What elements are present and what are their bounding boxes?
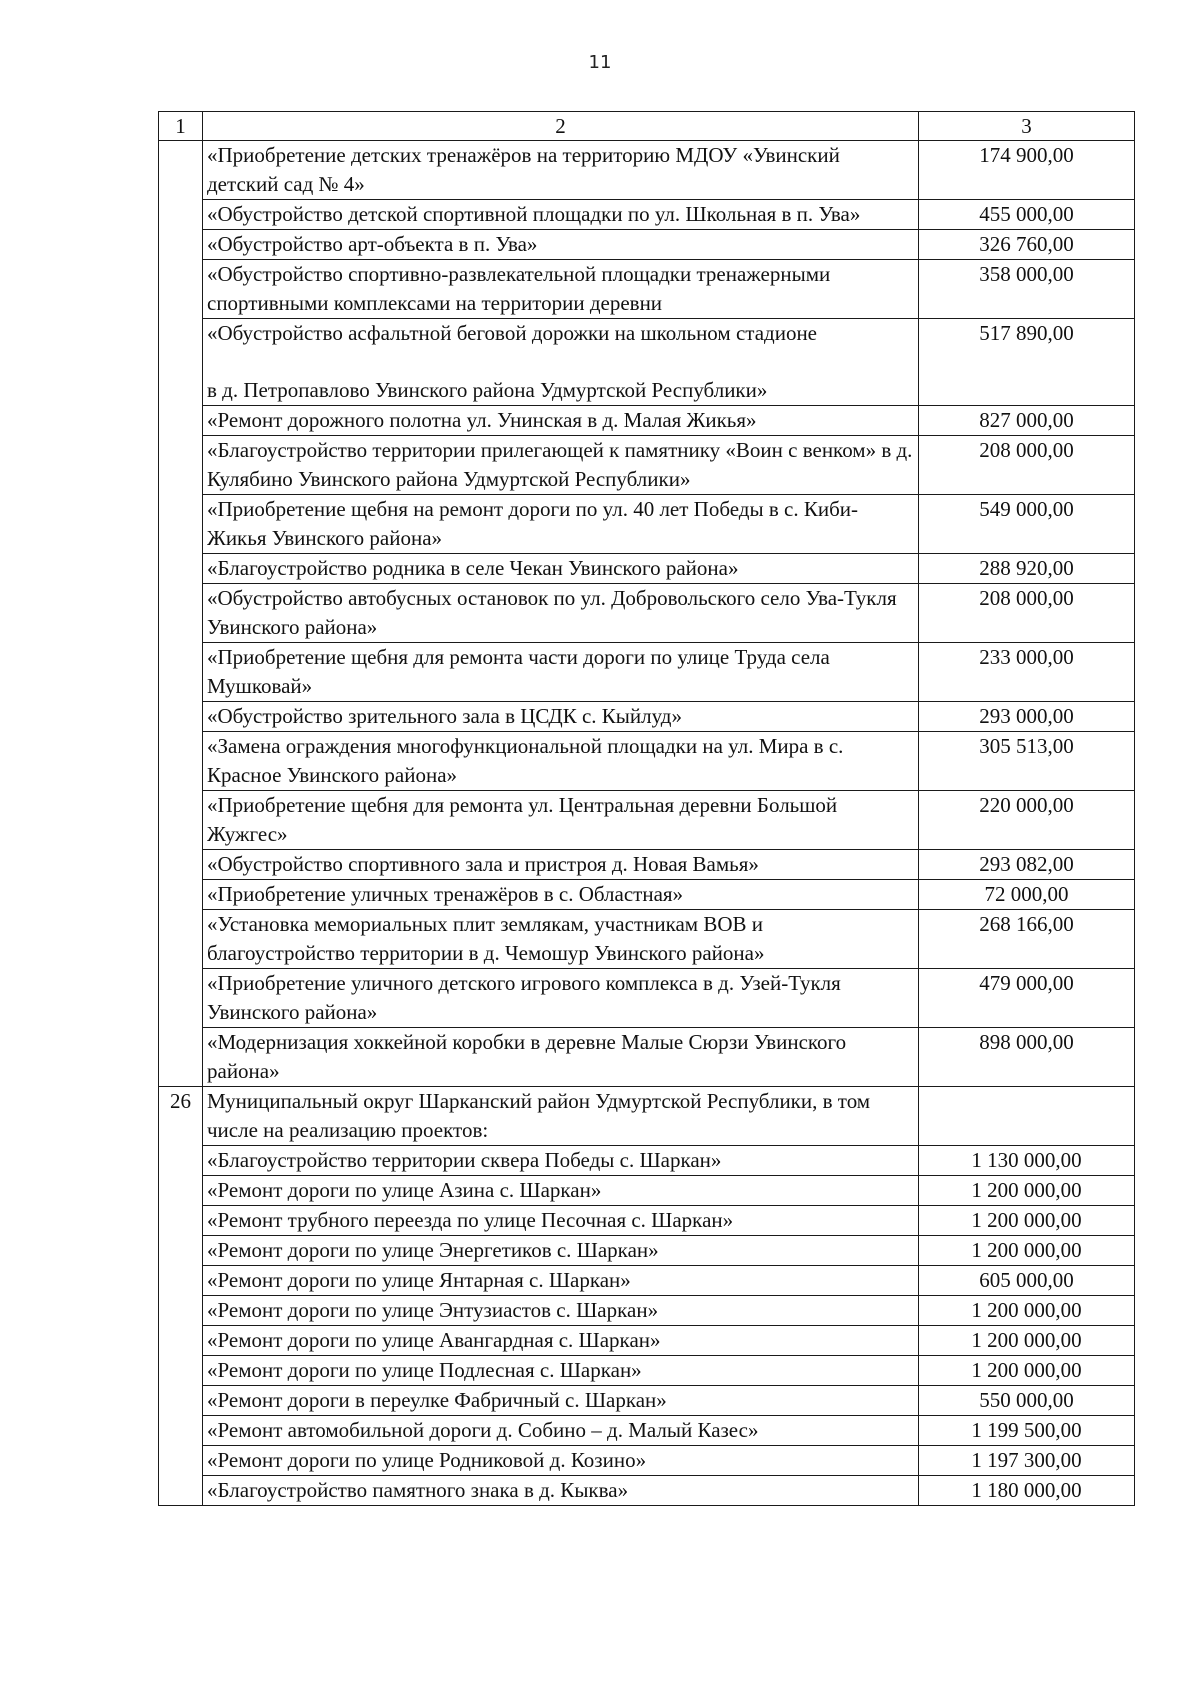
project-name: «Обустройство спортивного зала и пристроя д. Новая Вамья» bbox=[203, 850, 919, 880]
table-row bbox=[159, 1176, 1135, 1206]
budget-table bbox=[158, 111, 1135, 1506]
project-name: «Благоустройство родника в селе Чекан Увинского района» bbox=[203, 554, 919, 584]
project-amount: 549 000,00 bbox=[919, 495, 1135, 554]
project-name: «Ремонт дороги в переулке Фабричный с. Шаркан» bbox=[203, 1386, 919, 1416]
table-row bbox=[159, 1206, 1135, 1236]
table-row bbox=[159, 1326, 1135, 1356]
header-col-2: 2 bbox=[203, 112, 919, 141]
project-name: «Приобретение щебня на ремонт дороги по ул. 40 лет Победы в с. Киби-Жикья Увинского района» bbox=[203, 495, 919, 554]
project-name: «Ремонт трубного переезда по улице Песочная с. Шаркан» bbox=[203, 1206, 919, 1236]
project-name: «Приобретение уличных тренажёров в с. Областная» bbox=[203, 880, 919, 910]
project-name: «Ремонт дорожного полотна ул. Унинская в д. Малая Жикья» bbox=[203, 406, 919, 436]
page-number: 11 bbox=[588, 52, 612, 73]
project-amount: 293 082,00 bbox=[919, 850, 1135, 880]
project-name: «Обустройство детской спортивной площадки по ул. Школьная в п. Ува» bbox=[203, 200, 919, 230]
table-row bbox=[159, 732, 1135, 791]
project-name: «Установка мемориальных плит землякам, участникам ВОВ и благоустройство территории в д. Чемошур Увинского района» bbox=[203, 910, 919, 969]
table-row bbox=[159, 791, 1135, 850]
project-amount: 305 513,00 bbox=[919, 732, 1135, 791]
project-name: «Ремонт дороги по улице Энтузиастов с. Шаркан» bbox=[203, 1296, 919, 1326]
project-name: «Ремонт дороги по улице Авангардная с. Шаркан» bbox=[203, 1326, 919, 1356]
header-col-3: 3 bbox=[919, 112, 1135, 141]
project-name: «Приобретение щебня для ремонта части дороги по улице Труда села Мушковай» bbox=[203, 643, 919, 702]
project-amount: 208 000,00 bbox=[919, 584, 1135, 643]
project-amount: 288 920,00 bbox=[919, 554, 1135, 584]
project-name: «Обустройство спортивно-развлекательной площадки тренажерными спортивными комплексами на территории деревни bbox=[203, 260, 919, 319]
table-row bbox=[159, 141, 1135, 200]
group-1-number-cell bbox=[159, 141, 203, 1087]
table-row bbox=[159, 969, 1135, 1028]
table-row bbox=[159, 584, 1135, 643]
table-row bbox=[159, 850, 1135, 880]
table-row bbox=[159, 643, 1135, 702]
group-title-amount bbox=[919, 1087, 1135, 1146]
table-row bbox=[159, 200, 1135, 230]
table-row bbox=[159, 436, 1135, 495]
table-row bbox=[159, 1416, 1135, 1446]
project-amount: 268 166,00 bbox=[919, 910, 1135, 969]
project-name: «Ремонт автомобильной дороги д. Собино – д. Малый Казес» bbox=[203, 1416, 919, 1446]
project-name: «Ремонт дороги по улице Подлесная с. Шаркан» bbox=[203, 1356, 919, 1386]
table-row bbox=[159, 406, 1135, 436]
project-name: «Ремонт дороги по улице Янтарная с. Шаркан» bbox=[203, 1266, 919, 1296]
project-name: «Ремонт дороги по улице Азина с. Шаркан» bbox=[203, 1176, 919, 1206]
project-name: «Ремонт дороги по улице Родниковой д. Козино» bbox=[203, 1446, 919, 1476]
project-name: «Благоустройство памятного знака в д. Кыква» bbox=[203, 1476, 919, 1506]
table-row bbox=[159, 1236, 1135, 1266]
table-row bbox=[159, 1386, 1135, 1416]
project-amount: 1 200 000,00 bbox=[919, 1236, 1135, 1266]
table-row bbox=[159, 1446, 1135, 1476]
project-amount: 1 200 000,00 bbox=[919, 1296, 1135, 1326]
table-row bbox=[159, 319, 1135, 406]
table-row bbox=[159, 880, 1135, 910]
header-col-1: 1 bbox=[159, 112, 203, 141]
table-row bbox=[159, 495, 1135, 554]
project-amount: 605 000,00 bbox=[919, 1266, 1135, 1296]
project-amount: 1 200 000,00 bbox=[919, 1176, 1135, 1206]
project-amount: 233 000,00 bbox=[919, 643, 1135, 702]
project-name: «Модернизация хоккейной коробки в деревне Малые Сюрзи Увинского района» bbox=[203, 1028, 919, 1087]
project-amount: 1 200 000,00 bbox=[919, 1356, 1135, 1386]
project-name: «Обустройство арт-объекта в п. Ува» bbox=[203, 230, 919, 260]
table-row bbox=[159, 910, 1135, 969]
table-row bbox=[159, 230, 1135, 260]
table-row bbox=[159, 260, 1135, 319]
table-row bbox=[159, 1266, 1135, 1296]
table-row bbox=[159, 1146, 1135, 1176]
table-row bbox=[159, 554, 1135, 584]
project-amount: 898 000,00 bbox=[919, 1028, 1135, 1087]
project-name: «Замена ограждения многофункциональной площадки на ул. Мира в с. Красное Увинского района» bbox=[203, 732, 919, 791]
project-amount: 1 197 300,00 bbox=[919, 1446, 1135, 1476]
table-row bbox=[159, 702, 1135, 732]
project-amount: 174 900,00 bbox=[919, 141, 1135, 200]
project-amount: 479 000,00 bbox=[919, 969, 1135, 1028]
project-amount: 358 000,00 bbox=[919, 260, 1135, 319]
project-name: «Благоустройство территории прилегающей к памятнику «Воин с венком» в д. Кулябино Увинского района Удмуртской Республики» bbox=[203, 436, 919, 495]
project-amount: 293 000,00 bbox=[919, 702, 1135, 732]
project-amount: 326 760,00 bbox=[919, 230, 1135, 260]
group-title-row bbox=[159, 1087, 1135, 1146]
project-amount: 517 890,00 bbox=[919, 319, 1135, 406]
project-name: «Благоустройство территории сквера Победы с. Шаркан» bbox=[203, 1146, 919, 1176]
project-amount: 550 000,00 bbox=[919, 1386, 1135, 1416]
table-header-row bbox=[159, 112, 1135, 141]
project-name: «Приобретение щебня для ремонта ул. Центральная деревни Большой Жужгес» bbox=[203, 791, 919, 850]
project-amount: 1 199 500,00 bbox=[919, 1416, 1135, 1446]
table-row bbox=[159, 1296, 1135, 1326]
group-title: Муниципальный округ Шарканский район Удмуртской Республики, в том числе на реализацию проектов: bbox=[203, 1087, 919, 1146]
project-amount: 1 200 000,00 bbox=[919, 1326, 1135, 1356]
project-amount: 1 130 000,00 bbox=[919, 1146, 1135, 1176]
table-row bbox=[159, 1028, 1135, 1087]
project-name: «Приобретение уличного детского игрового комплекса в д. Узей-Тукля Увинского района» bbox=[203, 969, 919, 1028]
project-name bbox=[203, 319, 919, 406]
project-amount: 72 000,00 bbox=[919, 880, 1135, 910]
project-amount: 1 200 000,00 bbox=[919, 1206, 1135, 1236]
project-amount: 220 000,00 bbox=[919, 791, 1135, 850]
project-amount: 208 000,00 bbox=[919, 436, 1135, 495]
project-amount: 455 000,00 bbox=[919, 200, 1135, 230]
project-name: «Ремонт дороги по улице Энергетиков с. Шаркан» bbox=[203, 1236, 919, 1266]
group-number: 26 bbox=[159, 1087, 203, 1506]
table-row bbox=[159, 1356, 1135, 1386]
project-name-line-1: «Обустройство асфальтной беговой дорожки на школьном стадионе bbox=[207, 321, 818, 345]
line-gap bbox=[207, 348, 914, 376]
project-amount: 827 000,00 bbox=[919, 406, 1135, 436]
project-name: «Обустройство автобусных остановок по ул. Добровольского село Ува-Тукля Увинского района» bbox=[203, 584, 919, 643]
project-name: «Приобретение детских тренажёров на территорию МДОУ «Увинский детский сад № 4» bbox=[203, 141, 919, 200]
project-name: «Обустройство зрительного зала в ЦСДК с. Кыйлуд» bbox=[203, 702, 919, 732]
table-row bbox=[159, 1476, 1135, 1506]
project-amount: 1 180 000,00 bbox=[919, 1476, 1135, 1506]
project-name-line-2: в д. Петропавлово Увинского района Удмуртской Республики» bbox=[207, 378, 768, 402]
